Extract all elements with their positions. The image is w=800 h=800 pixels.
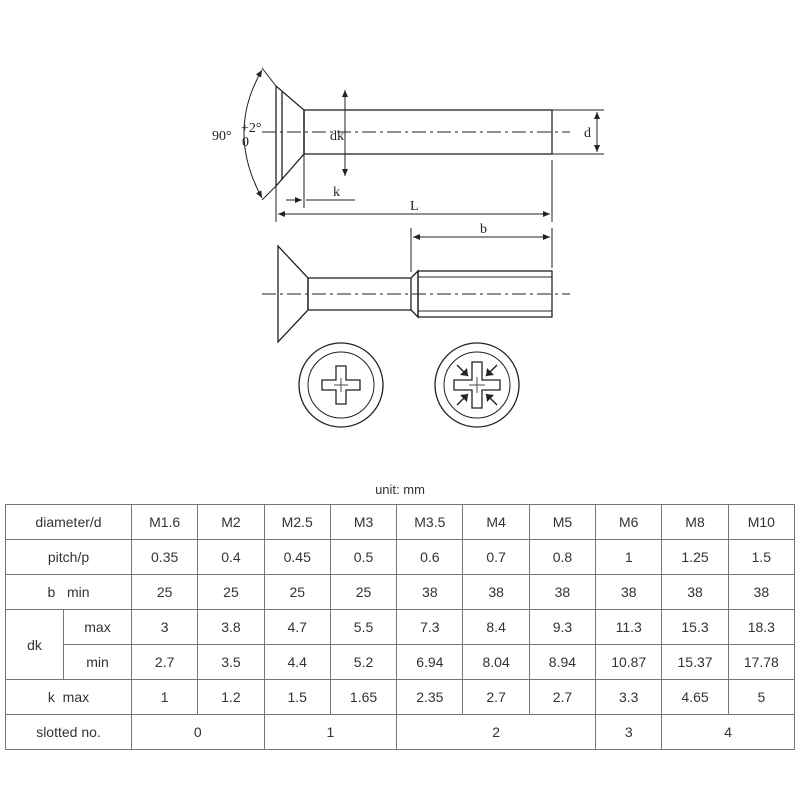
row-slotted — [6, 715, 795, 750]
pitch-cell: 0.45 — [264, 540, 330, 575]
b-min-cell: 38 — [662, 575, 728, 610]
b-min-cell: 38 — [397, 575, 463, 610]
b-min-cell: 25 — [264, 575, 330, 610]
b-min-cell: 38 — [529, 575, 595, 610]
countersunk-head — [276, 86, 304, 186]
dk-min-cell: 2.7 — [132, 645, 198, 680]
slotted-cell: 0 — [132, 715, 265, 750]
diameter-header: diameter/d — [6, 505, 132, 540]
angle-label: 90° — [212, 129, 232, 144]
pitch-cell: 1.5 — [728, 540, 794, 575]
dk-max-cell: 9.3 — [529, 610, 595, 645]
pitch-cell: 0.7 — [463, 540, 529, 575]
k-max-cell: 3.3 — [596, 680, 662, 715]
k-max-cell: 4.65 — [662, 680, 728, 715]
dk-max-cell: 5.5 — [330, 610, 396, 645]
angle-tol-minus: 0 — [242, 135, 249, 150]
k-max-cell: 1.65 — [330, 680, 396, 715]
dk-max-cell: 3 — [132, 610, 198, 645]
slotted-cell: 2 — [397, 715, 596, 750]
dk-min-cell: 5.2 — [330, 645, 396, 680]
dk-min-header: min — [64, 645, 132, 680]
dk-min-cell: 8.04 — [463, 645, 529, 680]
b-min-cell: 25 — [198, 575, 264, 610]
size-cell: M6 — [596, 505, 662, 540]
size-cell: M4 — [463, 505, 529, 540]
pitch-header: pitch/p — [6, 540, 132, 575]
dk-min-cell: 4.4 — [264, 645, 330, 680]
angle-tol-plus: +2° — [241, 121, 262, 136]
pitch-cell: 0.4 — [198, 540, 264, 575]
k-max-cell: 1 — [132, 680, 198, 715]
threaded-screw-view — [262, 246, 570, 342]
slotted-cell: 1 — [264, 715, 397, 750]
pitch-cell: 1.25 — [662, 540, 728, 575]
spec-table — [5, 504, 795, 750]
row-k-max — [6, 680, 795, 715]
pitch-cell: 0.5 — [330, 540, 396, 575]
size-cell: M5 — [529, 505, 595, 540]
unit-label: unit: mm — [375, 482, 425, 497]
b-min-header: b min — [6, 575, 132, 610]
dk-min-cell: 8.94 — [529, 645, 595, 680]
dk-max-cell: 7.3 — [397, 610, 463, 645]
dk-min-cell: 10.87 — [596, 645, 662, 680]
b-min-cell: 38 — [728, 575, 794, 610]
pitch-cell: 1 — [596, 540, 662, 575]
pozidriv-head-icon — [435, 343, 519, 427]
dk-max-header: max — [64, 610, 132, 645]
b-label: b — [480, 222, 487, 237]
row-pitch — [6, 540, 795, 575]
slotted-cell: 3 — [596, 715, 662, 750]
k-max-cell: 5 — [728, 680, 794, 715]
row-b-min — [6, 575, 795, 610]
pitch-cell: 0.6 — [397, 540, 463, 575]
size-cell: M3 — [330, 505, 396, 540]
size-cell: M1.6 — [132, 505, 198, 540]
pitch-cell: 0.8 — [529, 540, 595, 575]
dk-max-cell: 4.7 — [264, 610, 330, 645]
L-label: L — [410, 199, 419, 214]
b-min-cell: 25 — [330, 575, 396, 610]
b-min-cell: 38 — [596, 575, 662, 610]
b-min-cell: 25 — [132, 575, 198, 610]
slotted-cell: 4 — [662, 715, 795, 750]
row-dk-min — [6, 645, 795, 680]
k-max-cell: 1.2 — [198, 680, 264, 715]
k-max-header: k max — [6, 680, 132, 715]
d-dimension — [552, 110, 604, 154]
top-screw-view — [262, 86, 570, 186]
phillips-head-icon — [299, 343, 383, 427]
k-max-cell: 2.7 — [529, 680, 595, 715]
dk-label: dk — [330, 129, 344, 144]
row-dk-max — [6, 610, 795, 645]
dk-max-cell: 8.4 — [463, 610, 529, 645]
k-label: k — [333, 185, 340, 200]
dk-max-cell: 11.3 — [596, 610, 662, 645]
b-min-cell: 38 — [463, 575, 529, 610]
k-max-cell: 1.5 — [264, 680, 330, 715]
size-cell: M10 — [728, 505, 794, 540]
slotted-header: slotted no. — [6, 715, 132, 750]
k-max-cell: 2.35 — [397, 680, 463, 715]
dk-max-cell: 15.3 — [662, 610, 728, 645]
k-max-cell: 2.7 — [463, 680, 529, 715]
dk-max-cell: 18.3 — [728, 610, 794, 645]
row-diameter — [6, 505, 795, 540]
dk-min-cell: 17.78 — [728, 645, 794, 680]
dk-max-cell: 3.8 — [198, 610, 264, 645]
size-cell: M2.5 — [264, 505, 330, 540]
pitch-cell: 0.35 — [132, 540, 198, 575]
dk-min-cell: 3.5 — [198, 645, 264, 680]
d-label: d — [584, 126, 591, 141]
size-cell: M2 — [198, 505, 264, 540]
size-cell: M3.5 — [397, 505, 463, 540]
dk-min-cell: 6.94 — [397, 645, 463, 680]
size-cell: M8 — [662, 505, 728, 540]
k-dimension — [276, 154, 355, 208]
dk-min-cell: 15.37 — [662, 645, 728, 680]
dk-header: dk — [6, 610, 64, 680]
